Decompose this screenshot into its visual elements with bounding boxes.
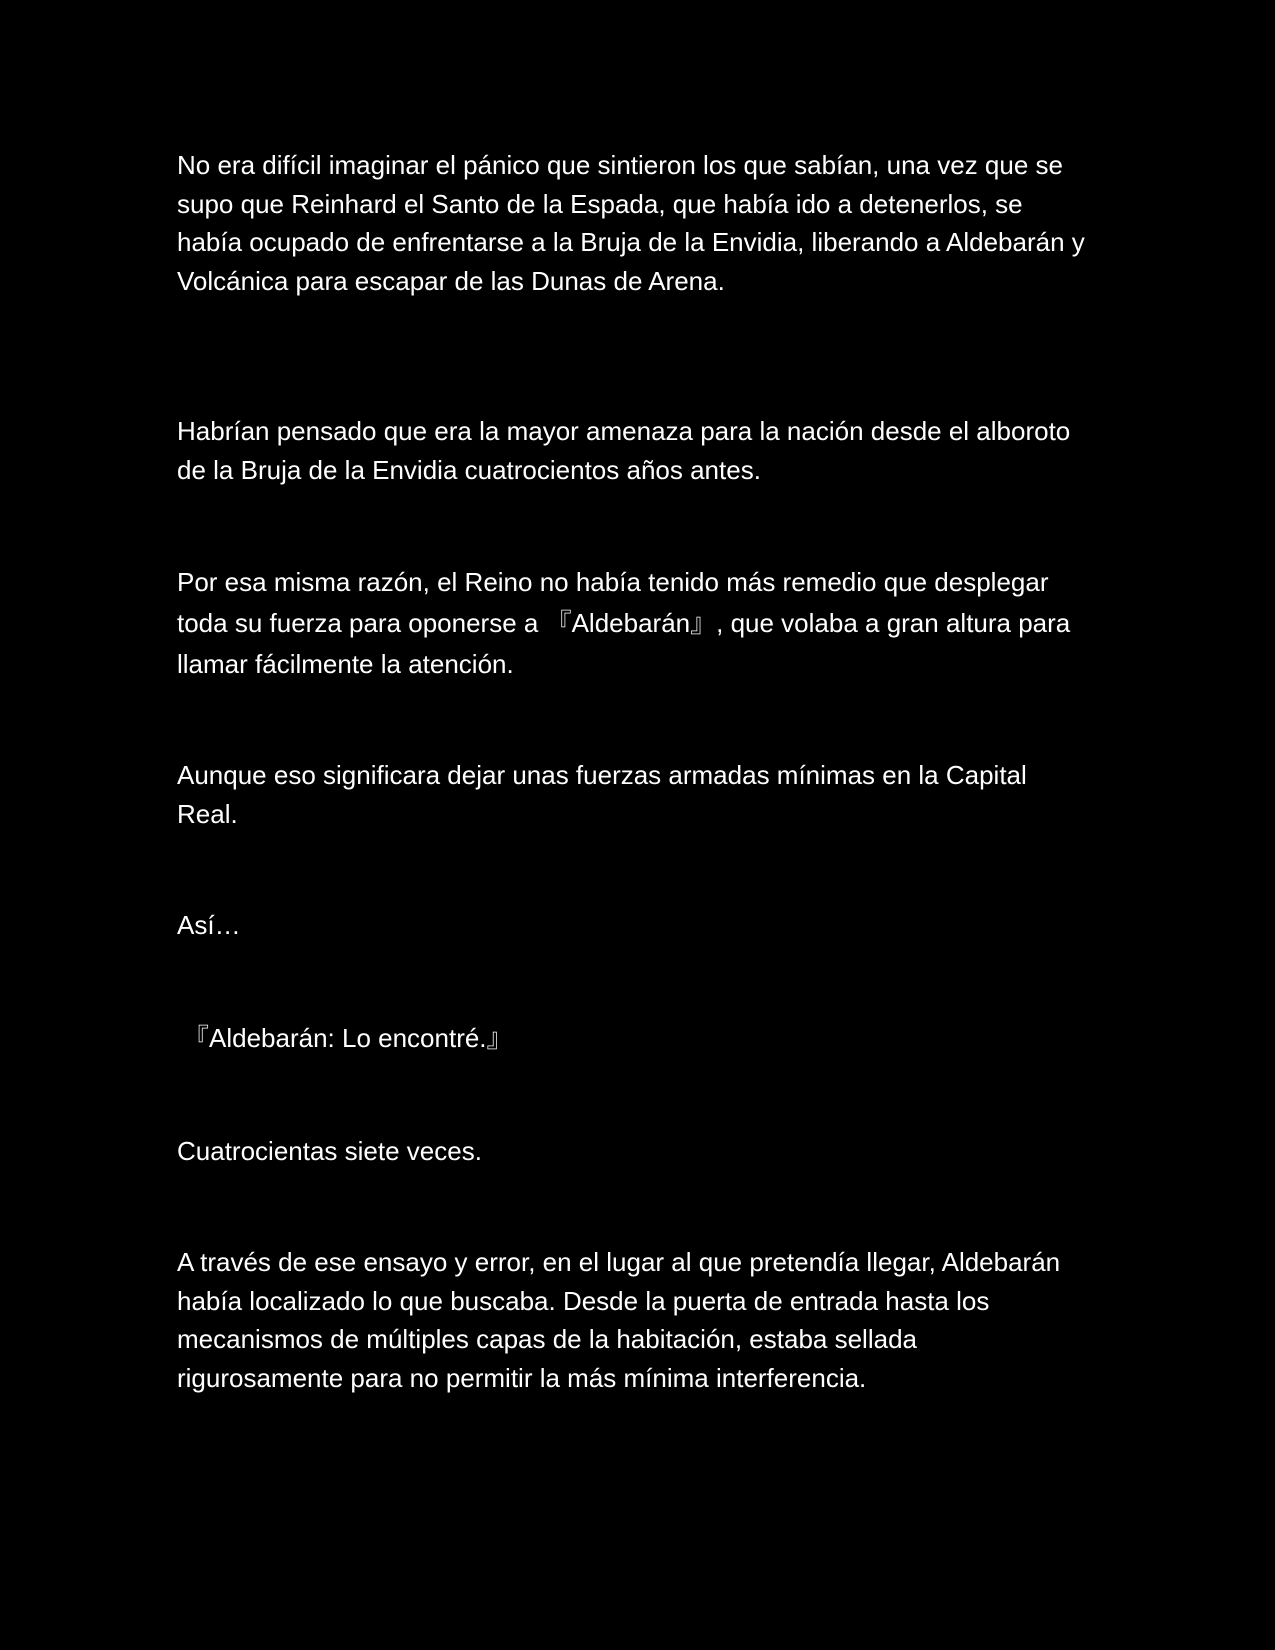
- paragraph-4: Aunque eso significara dejar unas fuerzas armadas mínimas en la Capital Real.: [177, 760, 1027, 829]
- paragraph-6-quote: 『Aldebarán: Lo encontré.』: [183, 1023, 513, 1053]
- paragraph-1: No era difícil imaginar el pánico que sintieron los que sabían, una vez que se supo que Reinhard el Santo de la Espada, que había ido a detenerlos, se había ocupado de enfrentarse a la Bruja de la Envidia, liberando a Aldebarán y Volcánica para escapar de las Dunas de Arena.: [177, 150, 1085, 296]
- paragraph-2: Habrían pensado que era la mayor amenaza para la nación desde el alboroto de la Bruja de la Envidia cuatrocientos años antes.: [177, 416, 1071, 485]
- paragraph-8: A través de ese ensayo y error, en el lugar al que pretendía llegar, Aldebarán había localizado lo que buscaba. Desde la puerta de entrada hasta los mecanismos de múltiples capas de la habitación, estaba sellada rigurosamente para no permitir la más mínima interferencia.: [177, 1247, 1061, 1393]
- paragraph-5: Así…: [177, 910, 241, 940]
- paragraph-3: Por esa misma razón, el Reino no había tenido más remedio que desplegar toda su fuerza para oponerse a 『Aldebarán』, que volaba a gran altura para llamar fácilmente la atención.: [177, 567, 1071, 679]
- paragraph-7: Cuatrocientas siete veces.: [177, 1136, 482, 1166]
